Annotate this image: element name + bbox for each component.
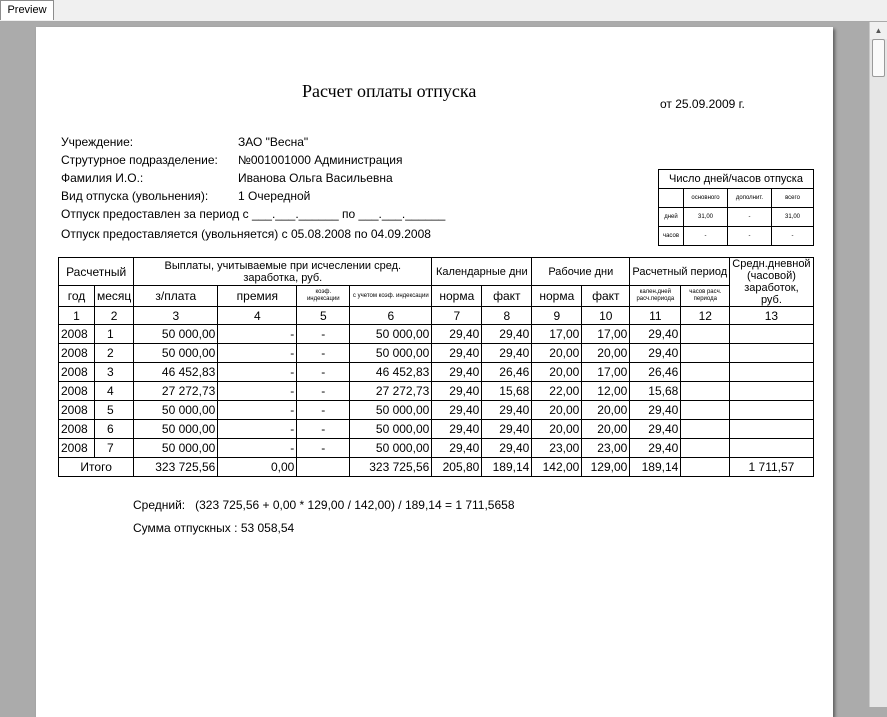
table-cell: 20,00	[532, 420, 582, 439]
table-row	[59, 382, 814, 401]
column-number: 6	[350, 307, 432, 325]
table-cell	[730, 344, 813, 363]
table-cell: 3	[95, 363, 134, 382]
subheader-salary: з/плата	[134, 286, 218, 307]
table-cell: 50 000,00	[134, 325, 218, 344]
page-title: Расчет оплаты отпуска	[302, 81, 477, 101]
table-cell: 50 000,00	[350, 439, 432, 458]
table-cell: -	[297, 439, 350, 458]
column-number: 9	[532, 307, 582, 325]
table-cell: 17,00	[532, 325, 582, 344]
table-cell: 20,00	[532, 344, 582, 363]
table-cell: -	[297, 420, 350, 439]
header-calc: Расчетный	[59, 258, 134, 286]
calculation-table	[58, 257, 814, 477]
table-cell: 20,00	[582, 344, 630, 363]
vacation-days-table	[658, 169, 814, 246]
table-cell: 29,40	[432, 420, 482, 439]
field-value-leave-type: 1 Очередной	[238, 189, 311, 203]
total-cell: 323 725,56	[350, 458, 432, 477]
vacation-days-cell: -	[772, 227, 814, 246]
column-number: 13	[730, 307, 813, 325]
column-number: 5	[297, 307, 350, 325]
table-cell: 1	[95, 325, 134, 344]
table-cell: 29,40	[630, 439, 681, 458]
subheader-work-norm: норма	[532, 286, 582, 307]
table-cell	[730, 382, 813, 401]
header-payments: Выплаты, учитываемые при исчеслении сред. заработка, руб.	[134, 258, 432, 286]
table-row	[59, 363, 814, 382]
table-cell: 50 000,00	[350, 420, 432, 439]
vacation-sum: Сумма отпускных : 53 058,54	[133, 521, 295, 535]
header-working-days: Рабочие дни	[532, 258, 630, 286]
total-cell: 0,00	[218, 458, 297, 477]
table-cell	[730, 420, 813, 439]
table-cell: 2008	[59, 401, 95, 420]
table-cell: 2008	[59, 325, 95, 344]
column-number: 11	[630, 307, 681, 325]
table-cell: 17,00	[582, 363, 630, 382]
table-cell	[730, 363, 813, 382]
total-cell: 205,80	[432, 458, 482, 477]
table-cell: 23,00	[582, 439, 630, 458]
table-cell: 29,40	[630, 420, 681, 439]
average-formula: Средний: (323 725,56 + 0,00 * 129,00 / 142,00) / 189,14 = 1 711,5658	[133, 498, 515, 512]
table-cell: 20,00	[582, 420, 630, 439]
table-cell: 29,40	[432, 363, 482, 382]
table-cell	[681, 325, 730, 344]
table-cell: 29,40	[482, 439, 532, 458]
field-label-leave-type: Вид отпуска (увольнения):	[61, 189, 209, 203]
table-cell: 50 000,00	[350, 325, 432, 344]
column-number: 7	[432, 307, 482, 325]
table-row	[59, 325, 814, 344]
table-cell: 50 000,00	[350, 344, 432, 363]
vacation-days-cell: 31,00	[684, 208, 728, 227]
table-cell: 26,46	[482, 363, 532, 382]
subheader-cal-norm: норма	[432, 286, 482, 307]
table-row	[59, 344, 814, 363]
subheader-period-hours: часов расч. периода	[681, 286, 730, 307]
table-row	[59, 420, 814, 439]
vacation-days-row-label: часов	[659, 227, 684, 246]
table-cell: 50 000,00	[134, 401, 218, 420]
table-cell: -	[218, 439, 297, 458]
vacation-days-title: Число дней/часов отпуска	[659, 170, 814, 189]
table-cell: 17,00	[582, 325, 630, 344]
column-number: 10	[582, 307, 630, 325]
table-cell: 5	[95, 401, 134, 420]
table-cell: 2008	[59, 344, 95, 363]
table-cell	[681, 363, 730, 382]
total-cell: 1 711,57	[730, 458, 813, 477]
subheader-work-fact: факт	[582, 286, 630, 307]
table-cell: 12,00	[582, 382, 630, 401]
table-cell: -	[297, 344, 350, 363]
field-value-institution: ЗАО "Весна"	[238, 135, 309, 149]
table-cell: 29,40	[482, 325, 532, 344]
field-label-department: Струтурное подразделение:	[61, 153, 218, 167]
table-cell: -	[218, 401, 297, 420]
table-cell: 29,40	[482, 401, 532, 420]
table-cell: 29,40	[432, 382, 482, 401]
table-cell: 2008	[59, 439, 95, 458]
table-cell: 27 272,73	[350, 382, 432, 401]
table-cell	[681, 420, 730, 439]
table-cell: 29,40	[432, 325, 482, 344]
subheader-indexed: с учетом коэф. индексации	[350, 286, 432, 307]
header-calc-period: Расчетный период	[630, 258, 730, 286]
table-cell: 4	[95, 382, 134, 401]
table-cell: 20,00	[582, 401, 630, 420]
table-cell: 29,40	[432, 344, 482, 363]
table-cell	[681, 344, 730, 363]
table-cell: 29,40	[630, 325, 681, 344]
header-calendar-days: Календарные дни	[432, 258, 532, 286]
vacation-days-row-label: дней	[659, 208, 684, 227]
table-cell: 6	[95, 420, 134, 439]
table-cell	[730, 439, 813, 458]
vacation-days-cell: -	[728, 208, 772, 227]
table-cell: 7	[95, 439, 134, 458]
table-cell	[730, 401, 813, 420]
column-number: 3	[134, 307, 218, 325]
table-cell: 50 000,00	[134, 420, 218, 439]
table-cell: 15,68	[482, 382, 532, 401]
table-cell: 50 000,00	[134, 439, 218, 458]
table-cell: 29,40	[432, 401, 482, 420]
total-cell: 142,00	[532, 458, 582, 477]
table-cell: 29,40	[432, 439, 482, 458]
table-cell: -	[297, 382, 350, 401]
table-cell: 2008	[59, 382, 95, 401]
table-cell: -	[297, 325, 350, 344]
field-value-fullname: Иванова Ольга Васильевна	[238, 171, 393, 185]
table-cell: -	[218, 344, 297, 363]
vacation-days-col-header: всего	[772, 189, 814, 208]
tab-preview[interactable]: Preview	[0, 0, 54, 20]
field-label-institution: Учреждение:	[61, 135, 134, 149]
leave-period-line: Отпуск предоставлен за период с ___.___.______ по ___.___.______	[61, 207, 446, 221]
table-cell: 2008	[59, 420, 95, 439]
vacation-days-cell: -	[728, 227, 772, 246]
table-cell: -	[297, 363, 350, 382]
document-date: от 25.09.2009 г.	[660, 97, 745, 111]
total-row	[59, 458, 814, 477]
vertical-scrollbar[interactable]	[869, 22, 887, 707]
table-row	[59, 439, 814, 458]
total-cell: 129,00	[582, 458, 630, 477]
table-cell: 29,40	[482, 344, 532, 363]
table-cell: 46 452,83	[350, 363, 432, 382]
total-cell: 189,14	[630, 458, 681, 477]
table-cell: 27 272,73	[134, 382, 218, 401]
subheader-index-coef: коэф. индексации	[297, 286, 350, 307]
field-value-department: №001001000 Администрация	[238, 153, 403, 167]
subheader-cal-fact: факт	[482, 286, 532, 307]
table-cell: 26,46	[630, 363, 681, 382]
table-cell: 22,00	[532, 382, 582, 401]
table-cell: -	[218, 325, 297, 344]
subheader-bonus: премия	[218, 286, 297, 307]
scroll-thumb[interactable]	[872, 39, 885, 77]
subheader-year: год	[59, 286, 95, 307]
vacation-days-corner	[659, 189, 684, 208]
scroll-up-icon[interactable]: ▲	[870, 22, 887, 39]
table-cell	[681, 401, 730, 420]
total-cell: 189,14	[482, 458, 532, 477]
total-label: Итого	[59, 458, 134, 477]
field-label-fullname: Фамилия И.О.:	[61, 171, 144, 185]
column-number: 12	[681, 307, 730, 325]
table-cell	[681, 439, 730, 458]
table-cell: -	[218, 382, 297, 401]
table-cell: 23,00	[532, 439, 582, 458]
table-cell: -	[218, 363, 297, 382]
total-cell: 323 725,56	[134, 458, 218, 477]
column-number: 2	[95, 307, 134, 325]
table-cell: 50 000,00	[134, 344, 218, 363]
table-row	[59, 401, 814, 420]
total-cell	[681, 458, 730, 477]
column-number: 8	[482, 307, 532, 325]
table-cell	[730, 325, 813, 344]
table-cell: 29,40	[630, 344, 681, 363]
column-number: 1	[59, 307, 95, 325]
table-cell: 2	[95, 344, 134, 363]
table-cell: 20,00	[532, 363, 582, 382]
subheader-month: месяц	[95, 286, 134, 307]
table-cell: 29,40	[482, 420, 532, 439]
table-cell: 2008	[59, 363, 95, 382]
vacation-days-col-header: основного	[684, 189, 728, 208]
vacation-days-cell: -	[684, 227, 728, 246]
table-cell: 20,00	[532, 401, 582, 420]
total-cell	[297, 458, 350, 477]
table-cell: -	[297, 401, 350, 420]
leave-dates-line: Отпуск предоставляется (увольняется) с 05.08.2008 по 04.09.2008	[61, 227, 431, 241]
subheader-period-days: кален.дней расч.периода	[630, 286, 681, 307]
vacation-days-col-header: дополнит.	[728, 189, 772, 208]
table-cell: 15,68	[630, 382, 681, 401]
tab-bar	[0, 0, 887, 22]
table-cell: 50 000,00	[350, 401, 432, 420]
column-number: 4	[218, 307, 297, 325]
header-average-earnings: Средн.дневной (часовой) заработок, руб.	[730, 258, 813, 307]
table-cell	[681, 382, 730, 401]
table-cell: -	[218, 420, 297, 439]
table-cell: 46 452,83	[134, 363, 218, 382]
table-cell: 29,40	[630, 401, 681, 420]
vacation-days-cell: 31,00	[772, 208, 814, 227]
